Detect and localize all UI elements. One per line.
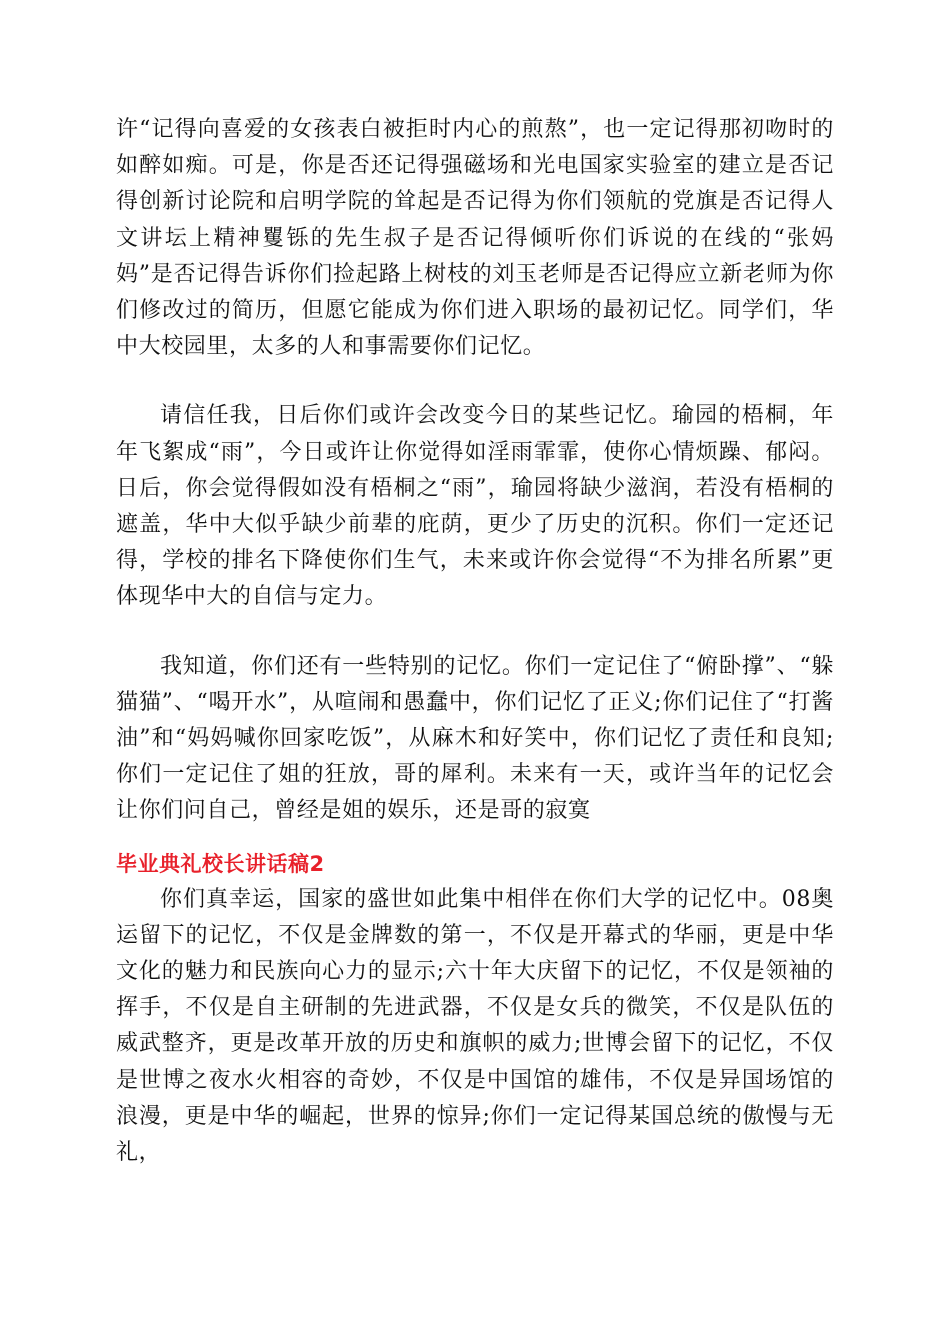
paragraph-1: 许“记得向喜爱的女孩表白被拒时内心的煎熬”，也一定记得那初吻时的如醉如痴。可是，你是否还记得强磁场和光电国家实验室的建立是否记得创新讨论院和启明学院的耸起是否记得为你们领航的党旗是否记得人文讲坛上精神矍铄的先生叔子是否记得倾听你们诉说的在线的“张妈妈”是否记得告诉你们捡起路上树枝的刘玉老师是否记得应立新老师为你们修改过的简历，但愿它能成为你们进入职场的最初记忆。同学们，华中大校园里，太多的人和事需要你们记忆。 (116, 117, 834, 360)
paragraph-4: 你们真幸运，国家的盛世如此集中相伴在你们大学的记忆中。08奥运留下的记忆，不仅是金牌数的第一，不仅是开幕式的华丽，更是中华文化的魅力和民族向心力的显示;六十年大庆留下的记忆，不仅是领袖的挥手，不仅是自主研制的先进武器，不仅是女兵的微笑，不仅是队伍的威武整齐，更是改革开放的历史和旗帜的威力;世博会留下的记忆，不仅是世博之夜水火相容的奇妙，不仅是中国馆的雄伟，不仅是异国场馆的浪漫，更是中华的崛起，世界的惊异;你们一定记得某国总统的傲慢与无礼， (116, 886, 834, 1166)
paragraph-2: 请信任我，日后你们或许会改变今日的某些记忆。瑜园的梧桐，年年飞絮成“雨”，今日或许让你觉得如淫雨霏霏，使你心情烦躁、郁闷。日后，你会觉得假如没有梧桐之“雨”，瑜园将缺少滋润，若没有梧桐的遮盖，华中大似乎缺少前辈的庇荫，更少了历史的沉积。你们一定还记得，学校的排名下降使你们生气，未来或许你会觉得“不为排名所累”更体现华中大的自信与定力。 (116, 403, 834, 610)
paragraph-3: 我知道，你们还有一些特别的记忆。你们一定记住了“俯卧撑”、“躲猫猫”、“喝开水”，从喧闹和愚蠢中，你们记忆了正义;你们记住了“打酱油”和“妈妈喊你回家吃饭”，从麻木和好笑中，你们记忆了责任和良知;你们一定记住了姐的狂放，哥的犀利。未来有一天，或许当年的记忆会让你们问自己，曾经是姐的娱乐，还是哥的寂寞 (116, 653, 834, 824)
document-page (116, 112, 834, 1204)
section-heading: 毕业典礼校长讲话稿2 (116, 851, 325, 876)
